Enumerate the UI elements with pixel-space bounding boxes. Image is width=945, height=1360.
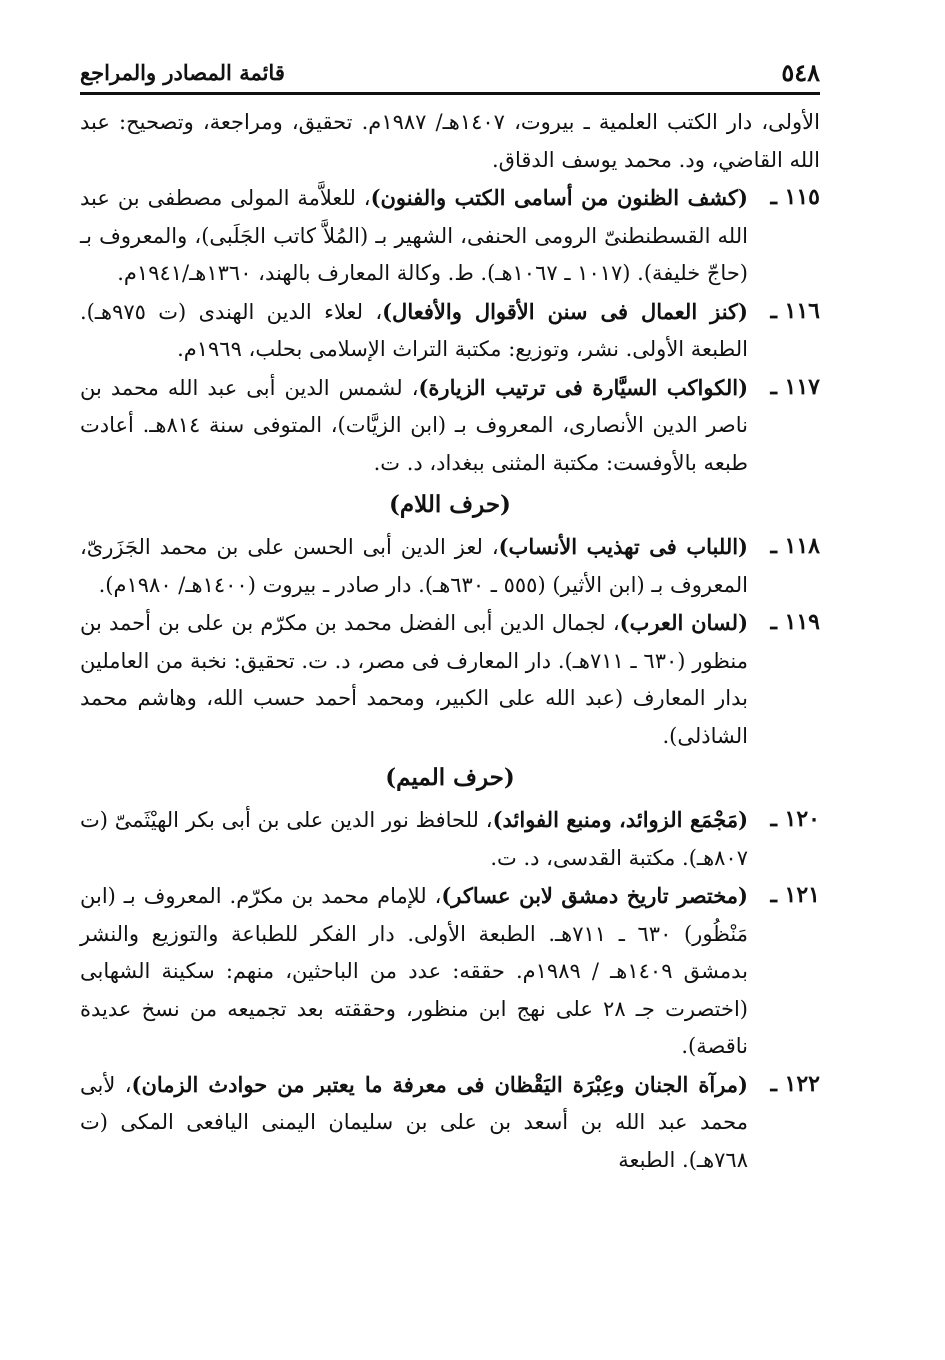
entry-title: (لسان العرب) — [619, 610, 749, 635]
entry-text: ، لعز الدين أبى الحسن على بن محمد الجَزَرىّ، المعروف بـ (ابن الأثير) (٥٥٥ ـ ٦٣٠هـ). دار صادر ـ بيروت (١٤٠٠هـ/ ١٩٨٠م). — [80, 535, 748, 597]
entry-text: ، للحافظ نور الدين على بن أبى بكر الهيْثَمىّ (ت ٨٠٧هـ). مكتبة القدسى، د. ت. — [80, 808, 748, 870]
page-number: ٥٤٨ — [781, 58, 820, 87]
entry-text: ، للعلاَّمة المولى مصطفى بن عبد الله القسطنطنىّ الرومى الحنفى، الشهير بـ (المُلاَّ كاتب الجَلَبى)، والمعروف بـ (حاجّ خليفة). (١٠١٧ ـ ١٠٦٧هـ). ط. وكالة المعارف بالهند، ١٣٦٠هـ/١٩٤١م. — [80, 186, 748, 285]
entry-number: ١١٥ ـ — [770, 184, 820, 210]
entry-title: (كنز العمال فى سنن الأقوال والأفعال) — [382, 298, 748, 324]
bibliography-content — [80, 104, 820, 1179]
entry-title: (مرآة الجنان وعِبْرَة اليَقْظان فى معرفة ما يعتبر من حوادث الزمان) — [131, 1071, 748, 1097]
entry-continuation: الأولى، دار الكتب العلمية ـ بيروت، ١٤٠٧هـ/ ١٩٨٧م. تحقيق، ومراجعة، وتصحيح: عبد الله القاضي، ود. محمد يوسف الدقاق. — [80, 110, 820, 172]
entry-title: (اللباب فى تهذيب الأنساب) — [498, 534, 748, 559]
running-title: قائمة المصادر والمراجع — [80, 60, 285, 85]
bibliography-entry — [80, 179, 820, 293]
entry-number: ١٢٠ ـ — [770, 806, 820, 832]
entry-number: ١١٧ ـ — [770, 373, 820, 400]
entry-text: ، لشمس الدين أبى عبد الله محمد بن ناصر الدين الأنصارى، المعروف بـ (ابن الزيَّات)، المتوفى سنة ٨١٤هـ. أعادت طبعه بالأوفست: مكتبة المثنى ببغداد، د. ت. — [80, 375, 748, 475]
entry-text: ، لعلاء الدين الهندى (ت ٩٧٥هـ). الطبعة الأولى. نشر، وتوزيع: مكتبة التراث الإسلامى بحلب، ١٩٦٩م. — [80, 299, 748, 361]
entry-title: (مَجْمَع الزوائد، ومنبع الفوائد) — [492, 807, 749, 832]
entry-text: ، للإمام محمد بن مكرّم. المعروف بـ (ابن مَنْظُور) ٦٣٠ ـ ٧١١هـ. الطبعة الأولى. دار الفكر للطباعة والتوزيع والنشر بدمشق ١٤٠٩هـ / ١٩٨٩م. حققه: عدد من الباحثين، منهم: سكينة الشهابى (اختصرت جـ ٢٨ على نهج ابن منظور، وحققته بعد تجميعه من نسخ عديدة ناقصة). — [80, 884, 749, 1058]
entry-title: (كشف الظنون من أسامى الكتب والفنون) — [370, 185, 748, 210]
bibliography-entry — [80, 293, 820, 369]
page-header — [80, 52, 820, 95]
entry-text: ، لأبى محمد عبد الله بن أسعد بن على بن سليمان اليمنى اليافعى المكى (ت ٧٦٨هـ). الطبعة — [80, 1072, 748, 1172]
entry-number: ١٢١ ـ — [770, 882, 820, 908]
bibliography-entry — [80, 369, 820, 483]
section-heading-mim: (حرف الميم) — [385, 764, 515, 791]
entry-number: ١١٦ ـ — [770, 297, 820, 324]
bibliography-entry — [80, 801, 820, 877]
section-heading-lam: (حرف اللام) — [389, 491, 511, 518]
bibliography-entry — [80, 528, 820, 604]
bibliography-entry — [80, 604, 820, 755]
bibliography-entry — [80, 1066, 820, 1180]
entry-title: (مختصر تاريخ دمشق لابن عساكر) — [441, 883, 748, 908]
entry-title: (الكواكب السيَّارة فى ترتيب الزيارة) — [418, 374, 749, 400]
entry-number: ١١٩ ـ — [770, 609, 820, 635]
entry-number: ١١٨ ـ — [770, 533, 820, 559]
bibliography-entry — [80, 877, 820, 1066]
entry-text: ، لجمال الدين أبى الفضل محمد بن مكرّم بن على بن أحمد بن منظور (٦٣٠ ـ ٧١١هـ). دار المعارف فى مصر، د. ت. تحقيق: نخبة من العاملين بدار المعارف (عبد الله على الكبير، ومحمد أحمد حسب الله، وهاشم محمد الشاذلى). — [80, 611, 748, 748]
entry-number: ١٢٢ ـ — [770, 1070, 820, 1097]
